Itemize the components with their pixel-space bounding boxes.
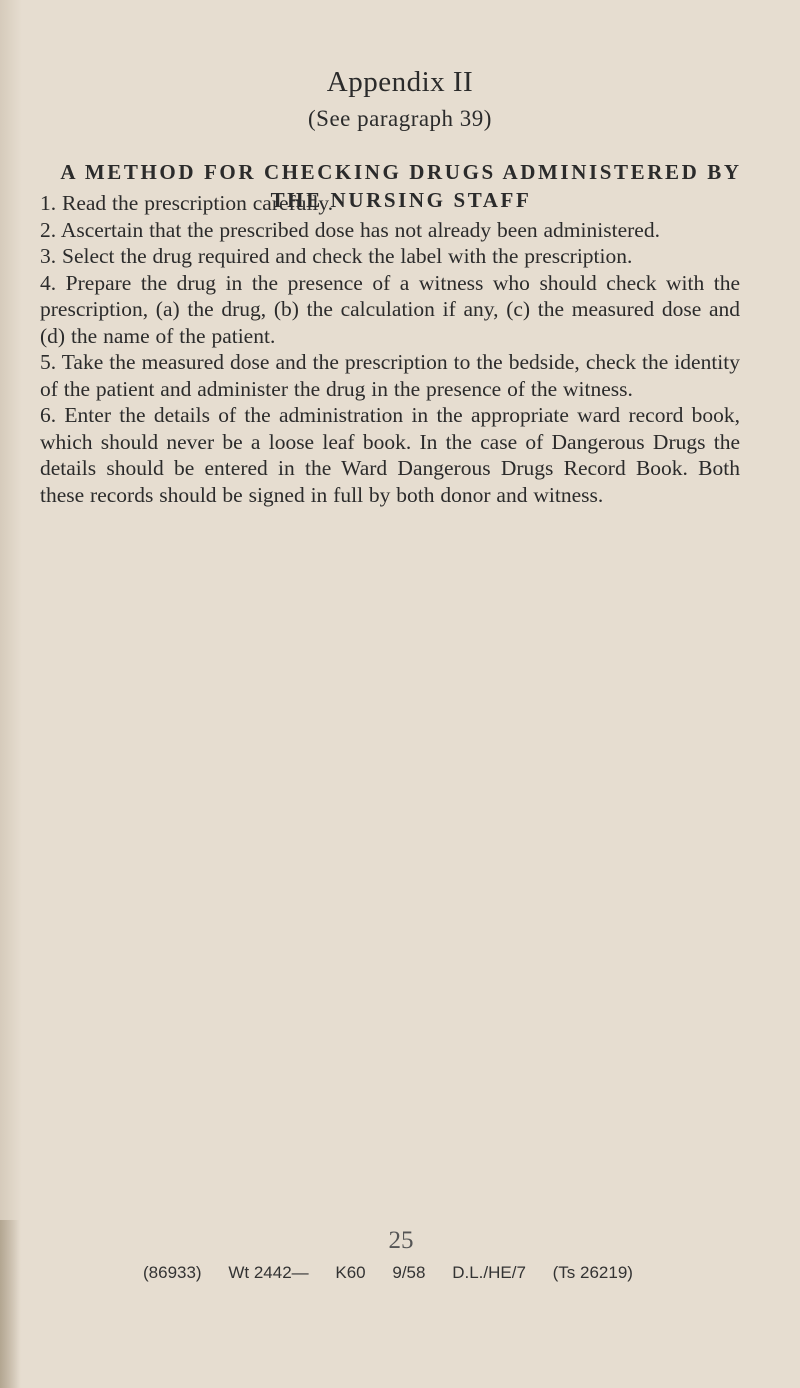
step-item <box>40 243 740 270</box>
imprint-weight: Wt 2442— <box>228 1263 309 1282</box>
step-item <box>40 190 740 217</box>
step-number: 4. <box>40 270 57 295</box>
printer-imprint <box>143 1263 655 1283</box>
step-number: 2. <box>40 217 57 242</box>
step-text: Enter the details of the administration in the appropriate ward record book, which should never be a loose leaf book. In the case of Dangerous Drugs the details should be entered in the Ward Dangerous Drugs Record Book. Both these records should be signed in full by both donor and witness. <box>40 403 741 507</box>
imprint-k: K60 <box>335 1263 366 1282</box>
step-number: 5. <box>40 350 57 374</box>
step-text: Take the measured dose and the prescription to the bedside, check the identity of the patient and administer the drug in the presence of the witness. <box>40 350 740 401</box>
page-subtitle: (See paragraph 39) <box>308 106 492 131</box>
step-text: Ascertain that the prescribed dose has not already been administered. <box>60 217 660 242</box>
imprint-ts: (Ts 26219) <box>552 1263 633 1282</box>
imprint-code: (86933) <box>143 1263 202 1282</box>
imprint-dept: D.L./HE/7 <box>452 1263 526 1282</box>
page-title: Appendix II <box>326 66 474 98</box>
section-heading: A METHOD FOR CHECKING DRUGS ADMINISTERED BY THE NURSING STAFF <box>60 160 742 212</box>
steps-list <box>40 190 740 508</box>
step-text: Read the prescription carefully. <box>62 191 334 215</box>
step-number: 1. <box>40 191 57 215</box>
step-number: 6. <box>40 403 57 427</box>
step-item <box>40 217 740 244</box>
step-number: 3. <box>40 244 57 268</box>
step-item <box>40 349 740 402</box>
step-text: Select the drug required and check the label with the prescription. <box>62 244 633 268</box>
imprint-date: 9/58 <box>392 1263 426 1282</box>
step-item <box>40 402 740 508</box>
step-text: Prepare the drug in the presence of a witness who should check with the prescription, (a) the drug, (b) the calculation if any, (c) the measured dose and (d) the name of the patient. <box>40 270 740 348</box>
step-item <box>40 270 740 350</box>
page-number: 25 <box>388 1227 414 1254</box>
page-edge-shadow <box>0 1220 20 1388</box>
